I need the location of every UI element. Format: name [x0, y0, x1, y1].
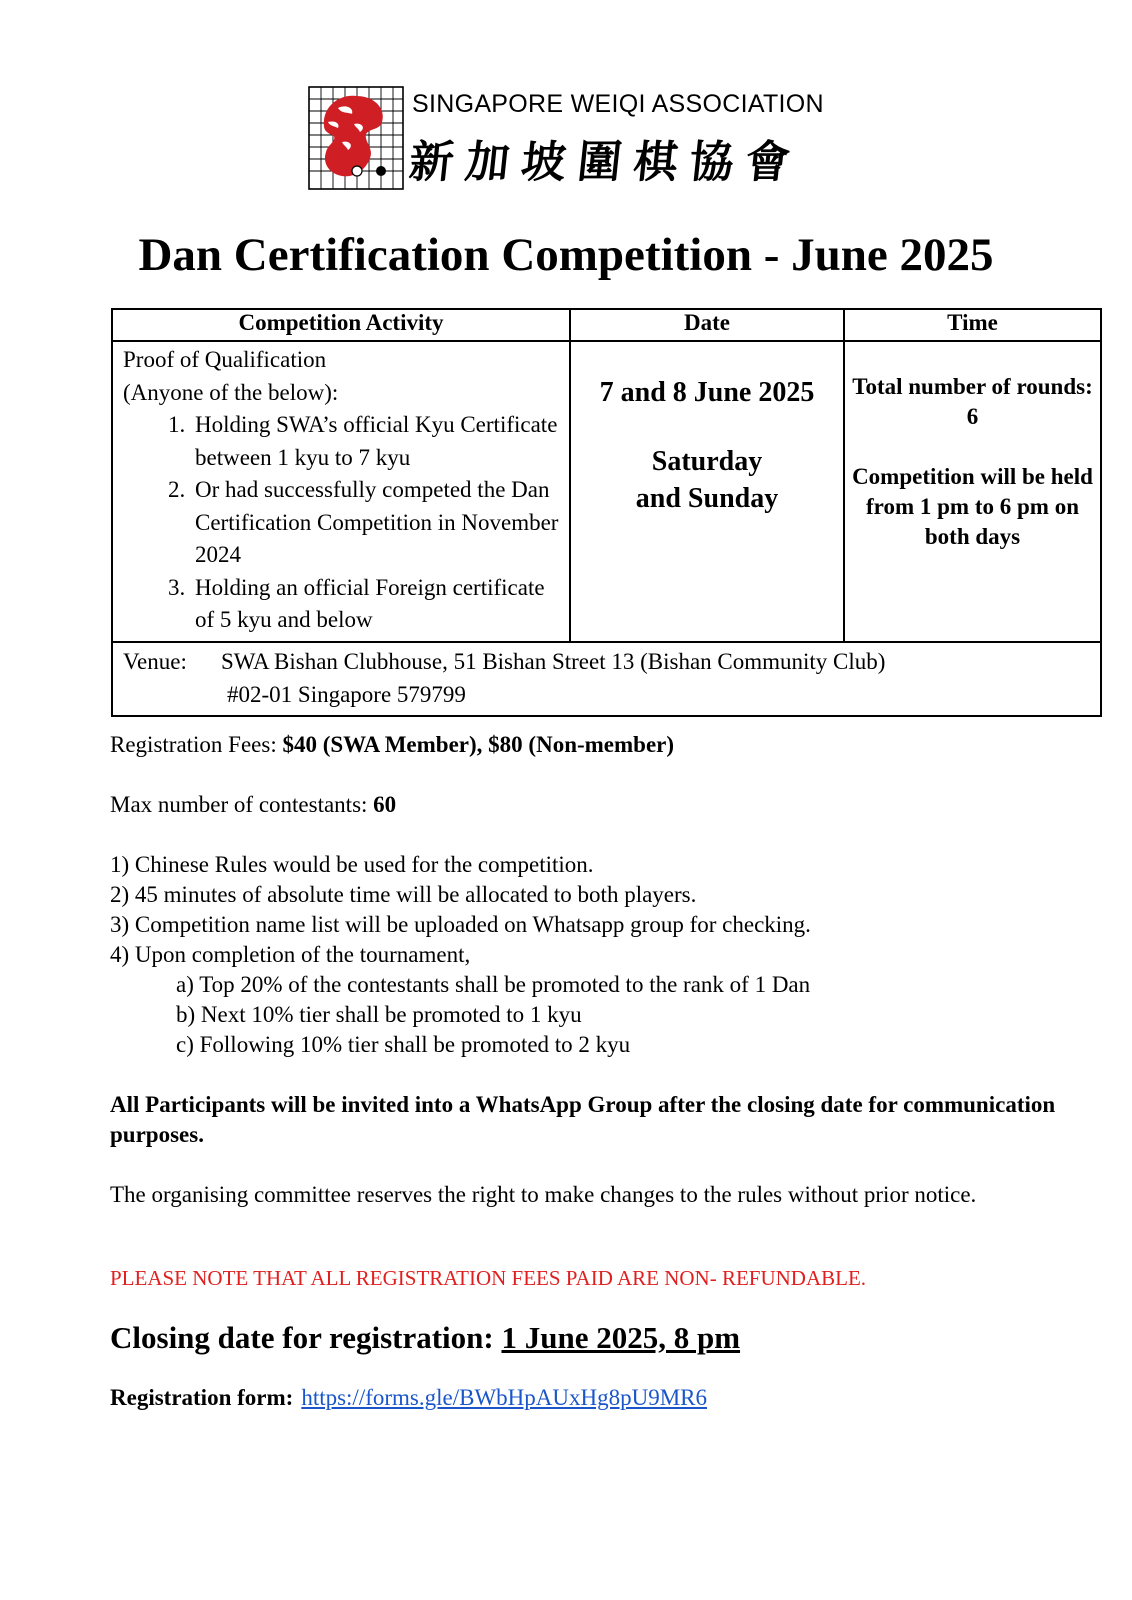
qualification-cell — [112, 341, 570, 642]
competition-dates: 7 and 8 June 2025 — [599, 377, 815, 408]
rule-item: 4) Upon completion of the tournament, — [110, 942, 471, 967]
max-contestants-value: 60 — [373, 792, 397, 817]
association-name-zh: 新加坡圍棋協會 — [406, 137, 805, 188]
association-name-en: SINGAPORE WEIQI ASSOCIATION — [412, 90, 824, 118]
venue-row — [112, 642, 1101, 716]
registration-form-label: Registration form: — [110, 1385, 294, 1410]
competition-table — [111, 308, 1102, 717]
total-rounds: Total number of rounds: 6 — [852, 374, 1093, 429]
registration-fees — [110, 730, 1070, 760]
table-header-row — [112, 309, 1101, 341]
refund-note: PLEASE NOTE THAT ALL REGISTRATION FEES PAID ARE NON- REFUNDABLE. — [110, 1266, 867, 1290]
table-row — [112, 341, 1101, 642]
organising-note: The organising committee reserves the right to make changes to the rules without prior notice. — [110, 1182, 977, 1207]
header-time: Time — [844, 309, 1101, 341]
page-title: Dan Certification Competition - June 2025 — [138, 229, 994, 281]
lion-go-board-icon — [308, 86, 404, 190]
header-date: Date — [570, 309, 844, 341]
competition-days — [572, 443, 842, 517]
max-contestants — [110, 790, 1070, 820]
qualification-list — [123, 409, 561, 637]
time-cell — [844, 341, 1101, 642]
date-cell — [570, 341, 844, 642]
qualification-item: 1. Holding SWA’s official Kyu Certificate between 1 kyu to 7 kyu — [191, 409, 561, 474]
venue-cell — [112, 642, 1101, 716]
whatsapp-note: All Participants will be invited into a WhatsApp Group after the closing date for communication purposes. — [110, 1092, 1056, 1147]
header-activity: Competition Activity — [112, 309, 570, 341]
max-contestants-label: Max number of contestants: — [110, 792, 374, 817]
closing-date — [110, 1318, 1070, 1358]
days-line-2: and Sunday — [635, 483, 779, 514]
promotion-item: a) Top 20% of the contestants shall be promoted to the rank of 1 Dan — [176, 972, 811, 997]
venue-address-line-1: SWA Bishan Clubhouse, 51 Bishan Street 13 (Bishan Community Club) — [221, 648, 886, 674]
qualification-item: 3. Holding an official Foreign certificate of 5 kyu and below — [191, 572, 561, 637]
rules-section — [110, 850, 1070, 1060]
closing-label: Closing date for registration: — [110, 1320, 502, 1355]
days-line-1: Saturday — [651, 446, 763, 477]
fees-value: $40 (SWA Member), $80 (Non-member) — [282, 732, 675, 757]
registration-form-link[interactable]: https://forms.gle/BWbHpAUxHg8pU9MR6 — [301, 1385, 708, 1410]
rule-item: 2) 45 minutes of absolute time will be allocated to both players. — [110, 882, 697, 907]
venue-label: Venue: — [123, 648, 187, 674]
promotion-item: c) Following 10% tier shall be promoted to 2 kyu — [176, 1032, 631, 1057]
venue-address-line-2: #02-01 Singapore 579799 — [227, 681, 466, 707]
registration-form — [110, 1383, 1070, 1413]
rule-item: 1) Chinese Rules would be used for the competition. — [110, 852, 594, 877]
closing-value: 1 June 2025, 8 pm — [501, 1320, 741, 1355]
qualification-subheading: (Anyone of the below): — [123, 379, 339, 405]
promotion-item: b) Next 10% tier shall be promoted to 1 kyu — [176, 1002, 582, 1027]
rule-item: 3) Competition name list will be uploaded on Whatsapp group for checking. — [110, 912, 811, 937]
competition-hours: Competition will be held from 1 pm to 6 pm on both days — [852, 464, 1093, 549]
qualification-item: 2. Or had successfully competed the Dan Certification Competition in November 2024 — [191, 474, 561, 572]
association-logo — [308, 86, 828, 192]
qualification-heading: Proof of Qualification — [123, 347, 327, 372]
fees-label: Registration Fees: — [110, 732, 283, 757]
